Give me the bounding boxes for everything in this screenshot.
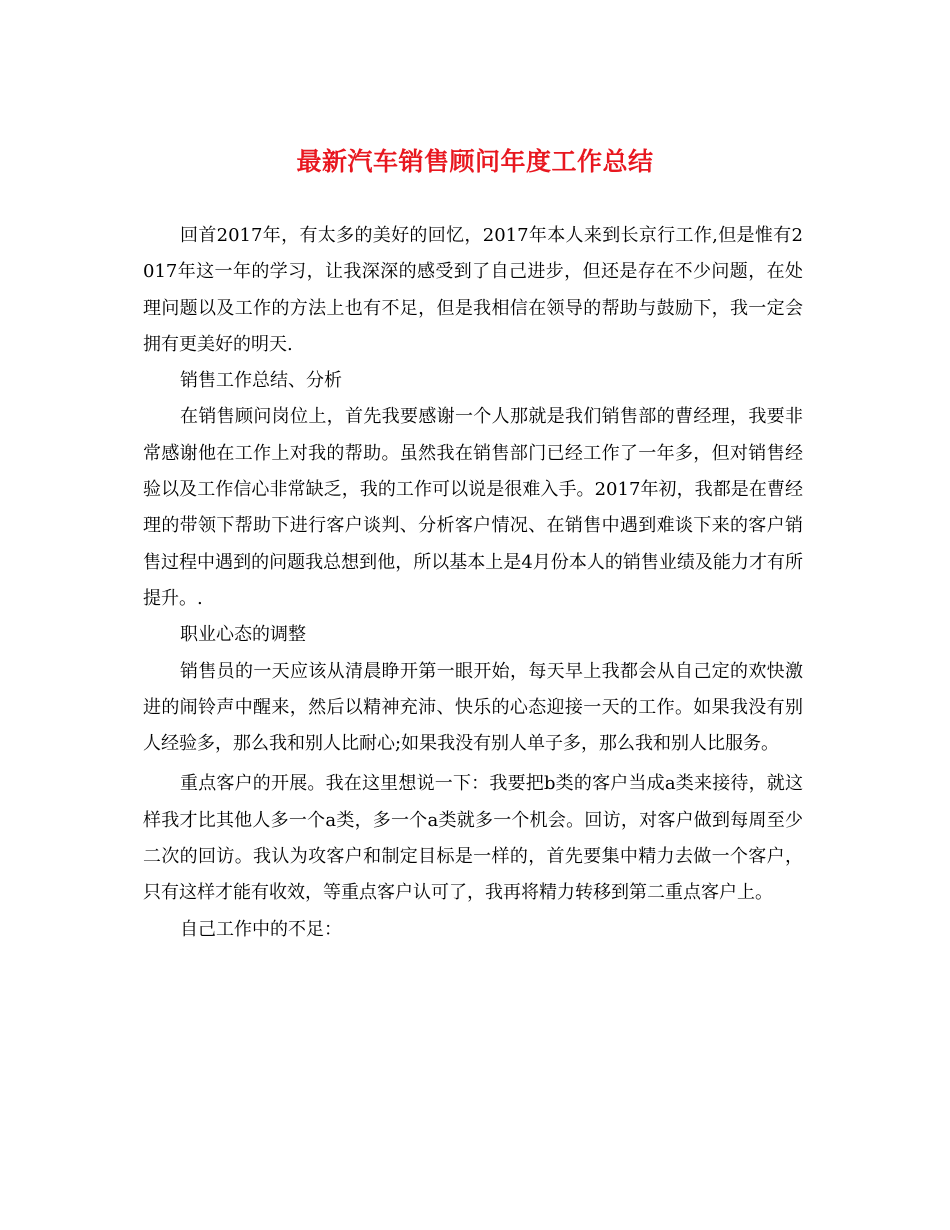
section-heading-shortcomings: 自己工作中的不足： <box>180 918 342 940</box>
section-heading-sales-summary: 销售工作总结、分析 <box>180 370 342 392</box>
document-title: 最新汽车销售顾问年度工作总结 <box>296 147 654 176</box>
paragraph-daily-routine: 销售员的一天应该从清晨睁开第一眼开始，每天早上我都会从自己定的欢快激进的闹铃声中醒来，然后以精神充沛、快乐的心态迎接一天的工作。如果我没有别人经验多，那么我和别人比耐心;如果我没有别人单子多，那么我和别人比服务。 <box>143 660 803 755</box>
paragraph-key-clients: 重点客户的开展。我在这里想说一下：我要把b类的客户当成a类来接待，就这样我才比其他人多一个a类，多一个a类就多一个机会。回访，对客户做到每周至少二次的回访。我认为攻客户和制定目标是一样的，首先要集中精力去做一个客户，只有这样才能有收效，等重点客户认可了，我再将精力转移到第二重点客户上。 <box>143 773 803 904</box>
section-heading-mindset: 职业心态的调整 <box>180 624 306 646</box>
document-body <box>143 218 803 948</box>
paragraph-sales-position: 在销售顾问岗位上，首先我要感谢一个人那就是我们销售部的曹经理，我要非常感谢他在工作上对我的帮助。虽然我在销售部门已经工作了一年多，但对销售经验以及工作信心非常缺乏，我的工作可以说是很难入手。2017年初，我都是在曹经理的带领下帮助下进行客户谈判、分析客户情况、在销售中遇到难谈下来的客户销售过程中遇到的问题我总想到他，所以基本上是4月份本人的销售业绩及能力才有所提升。. <box>143 406 803 609</box>
paragraph-intro: 回首2017年，有太多的美好的回忆，2017年本人来到长京行工作,但是惟有2017年这一年的学习，让我深深的感受到了自己进步，但还是存在不少问题，在处理问题以及工作的方法上也有不足，但是我相信在领导的帮助与鼓励下，我一定会拥有更美好的明天. <box>143 225 803 355</box>
